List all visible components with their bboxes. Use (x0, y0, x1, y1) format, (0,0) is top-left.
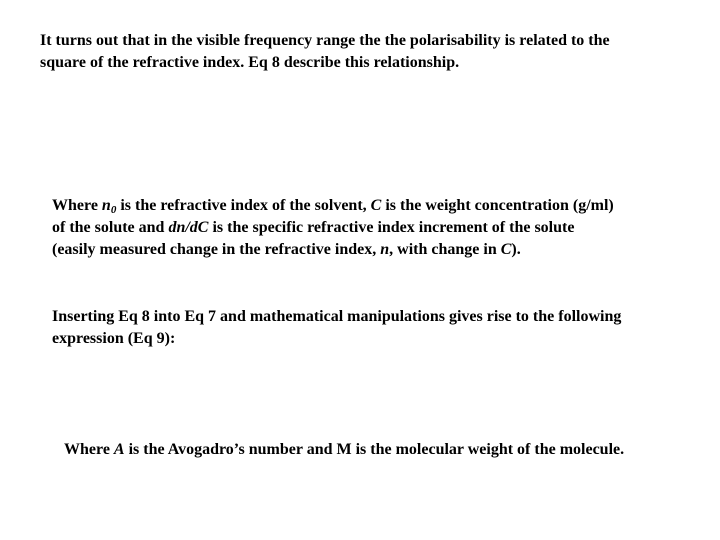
inserting-line-1: Inserting Eq 8 into Eq 7 and mathematical manipulations gives rise to the following (52, 308, 622, 325)
avogadro-paragraph (64, 439, 714, 461)
n0-subscript: 0 (110, 204, 117, 216)
definitions-paragraph (52, 195, 702, 261)
definitions-text-6: , with change in (389, 241, 501, 258)
c-variable: C (370, 197, 382, 214)
definitions-text-3: of the solute and (52, 219, 169, 236)
definitions-text-5: (easily measured change in the refractive index, (52, 241, 381, 258)
intro-paragraph (40, 30, 700, 74)
avogadro-text: is the Avogadro’s number and M is the molecular weight of the molecule. (124, 441, 625, 458)
avogadro-where: Where (64, 441, 114, 458)
inserting-line-2: expression (Eq 9): (52, 330, 176, 347)
c-variable-2: C (500, 241, 512, 258)
definitions-text-7: ). (511, 241, 521, 258)
n0-variable: n (101, 197, 111, 214)
definitions-text-1: is the refractive index of the solvent, (116, 197, 371, 214)
definitions-text-4: is the specific refractive index increment of the solute (208, 219, 575, 236)
definitions-text-2: is the weight concentration (g/ml) (381, 197, 614, 214)
a-variable: A (113, 441, 125, 458)
n-variable: n (380, 241, 390, 258)
intro-line-2: square of the refractive index. Eq 8 describe this relationship. (40, 54, 460, 71)
inserting-paragraph (52, 306, 712, 350)
dndc-variable: dn/dC (168, 219, 209, 236)
definitions-where: Where (52, 197, 102, 214)
intro-line-1: It turns out that in the visible frequency range the the polarisability is related to the (40, 32, 610, 49)
